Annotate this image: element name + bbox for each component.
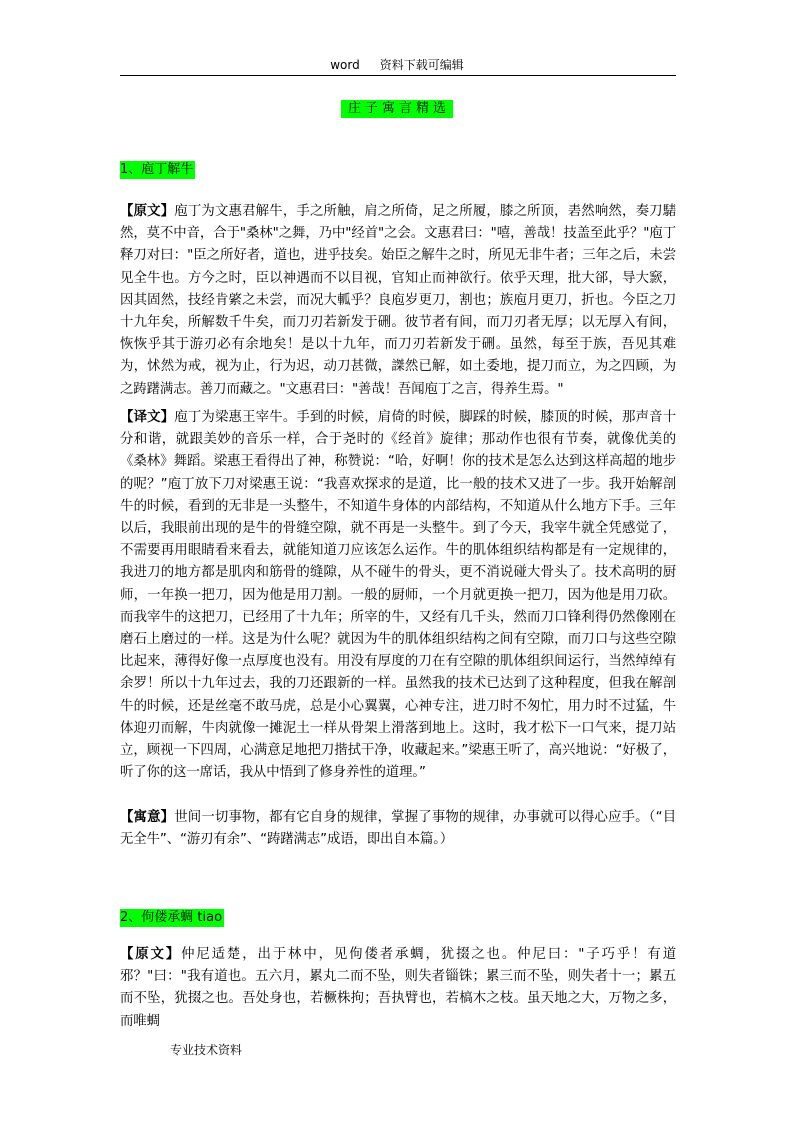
header-rule [120,75,676,76]
header-word: word [330,58,360,72]
page-header [0,57,794,73]
original-label: 【原文】 [120,947,182,962]
title-wrap [0,97,794,118]
translation-text-1 [120,407,676,784]
moral-body: 世间一切事物，都有它自身的规律，掌握了事物的规律，办事就可以得心应手。（“目无全牛”、“游刃有余”、“踌躇满志”成语，即出自本篇。） [120,810,676,848]
document-title: 庄子寓言精选 [341,100,453,118]
original-body: 仲尼适楚，出于林中，见佝偻者承蜩，犹掇之也。仲尼曰："子巧乎！有道邪？"曰："我有道也。五六月，累丸二而不坠，则失者锱铢；累三而不坠，则失者十一；累五而不坠，犹掇之也。吾处身也，若橛株拘；吾执臂也，若槁木之枝。虽天地之大，万物之多，而唯蜩 [120,947,676,1029]
translation-body: 庖丁为梁惠王宰牛。手到的时候，肩倚的时候，脚踩的时候，膝顶的时候，那声音十分和谐，就跟美妙的音乐一样，合于尧时的《经首》旋律；那动作也很有节奏，就像优美的《桑林》舞蹈。梁惠王看得出了神，称赞说：“哈，好啊！你的技术是怎么达到这样高超的地步的呢？”庖丁放下刀对梁惠王说：“我喜欢探求的是道，比一般的技术又进了一步。我开始解剖牛的时候，看到的无非是一头整牛，不知道牛身体的内部结构，不知道从什么地方下手。三年以后，我眼前出现的是牛的骨缝空隙，就不再是一头整牛。到了今天，我宰牛就全凭感觉了，不需要再用眼睛看来看去，就能知道刀应该怎么运作。牛的肌体组织结构都是有一定规律的，我进刀的地方都是肌肉和筋骨的缝隙，从不碰牛的骨头，更不消说碰大骨头了。技术高明的厨师，一年换一把刀，因为他是用刀割。一般的厨师，一个月就更换一把刀，因为他是用刀砍。而我宰牛的这把刀，已经用了十九年；所宰的牛，又经有几千头，然而刀口锋利得仍然像刚在磨石上磨过的一样。这是为什么呢？就因为牛的肌体组织结构之间有空隙，而刀口与这些空隙比起来，薄得好像一点厚度也没有。用没有厚度的刀在有空隙的肌体组织间运行，当然绰绰有余罗！所以十九年过去，我的刀还跟新的一样。虽然我的技术已达到了这种程度，但我在解剖牛的时候，还是丝毫不敢马虎，总是小心翼翼，心神专注，进刀时不匆忙，用力时不过猛，牛体迎刃而解，牛肉就像一摊泥土一样从骨架上滑落到地上。这时，我才松下一口气来，提刀站立，顾视一下四周，心满意足地把刀揩拭干净，收藏起来。”梁惠王听了，高兴地说：“好极了，听了你的这一席话，我从中悟到了修身养性的道理。” [120,410,676,781]
original-body: 庖丁为文惠君解牛，手之所触，肩之所倚，足之所履，膝之所顶，砉然响然，奏刀騞然，莫不中音，合于"桑林"之舞，乃中"经首"之会。文惠君曰："嘻，善哉！技盖至此乎？"庖丁释刀对曰："臣之所好者，道也，进乎技矣。始臣之解牛之时，所见无非牛者；三年之后，未尝见全牛也。方今之时，臣以神遇而不以目视，官知止而神欲行。依乎天理，批大郤，导大窾，因其固然，技经肯綮之未尝，而况大軱乎？良庖岁更刀，割也；族庖月更刀，折也。今臣之刀十九年矣，所解数千牛矣，而刀刃若新发于硎。彼节者有间，而刀刃者无厚；以无厚入有间，恢恢乎其于游刃必有余地矣！是以十九年，而刀刃若新发于硎。虽然，每至于族，吾见其难为，怵然为戒，视为止，行为迟，动刀甚微，謋然已解，如土委地，提刀而立，为之四顾，为之踌躇满志。善刀而藏之。"文惠君曰："善哉！吾闻庖丁之言，得养生焉。" [120,204,676,397]
header-subtitle: 资料下载可编辑 [379,58,464,72]
original-text-1 [120,201,676,401]
section-heading-2: 2、佝偻承蜩 tiao [120,910,223,925]
moral-label: 【寓意】 [120,810,175,825]
original-text-2 [120,944,676,1033]
page-footer: 专业技术资料 [170,1043,243,1057]
original-label: 【原文】 [120,204,175,219]
section-heading-1: 1、庖丁解牛 [120,162,194,177]
translation-label: 【译文】 [120,410,175,425]
moral-text-1 [120,807,676,851]
